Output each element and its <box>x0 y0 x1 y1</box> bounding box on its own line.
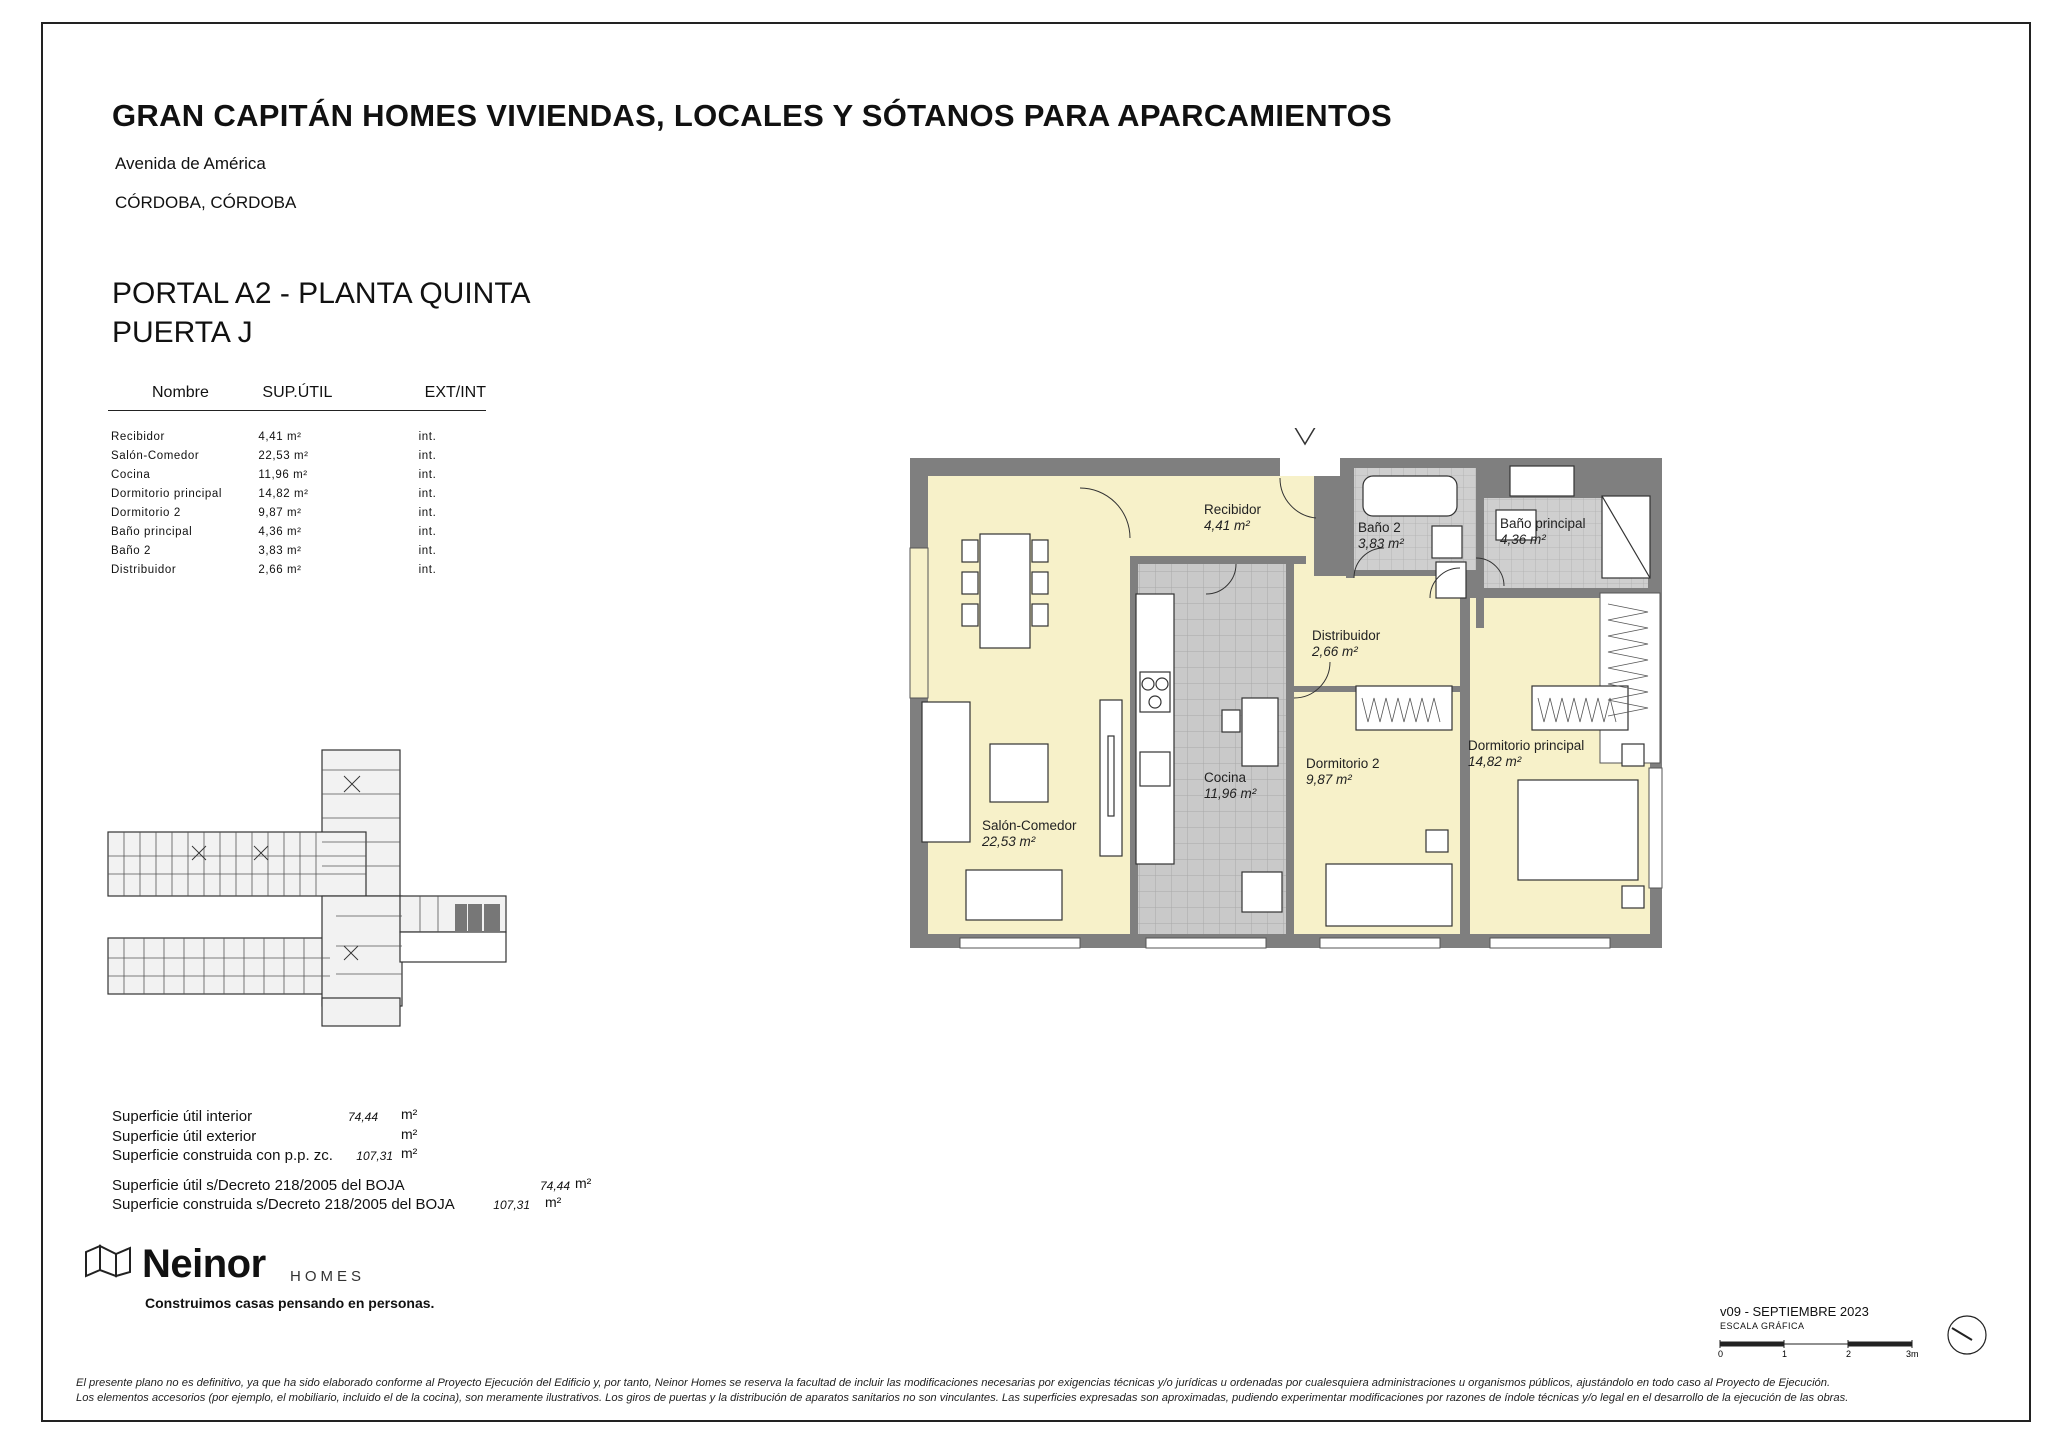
wall-cocina-top <box>1130 556 1306 564</box>
wall-bano2-left <box>1346 458 1354 578</box>
room-name: Dormitorio 2 <box>111 506 181 519</box>
washbasin-bano-2 <box>1436 562 1466 598</box>
room-type: int. <box>418 563 437 576</box>
kitchen-table <box>1242 698 1278 766</box>
neinor-logo-icon <box>84 1244 134 1278</box>
summary-unit: m² <box>401 1106 418 1122</box>
table-row <box>108 446 486 465</box>
scale-tick: 0 <box>1718 1349 1724 1358</box>
area-dormitorio-principal: 14,82 m² <box>1468 754 1522 769</box>
label-salon: Salón-Comedor <box>982 818 1077 833</box>
table-row <box>108 427 486 446</box>
wall-cocina-right <box>1286 564 1294 934</box>
room-type: int. <box>418 525 437 538</box>
floor-plan <box>900 428 1670 958</box>
washbasin-bano-principal <box>1510 466 1574 496</box>
summary-construida-value: 107,31 <box>356 1149 393 1163</box>
room-area: 9,87 m² <box>258 506 302 519</box>
summary-boja-construida-value: 107,31 <box>493 1198 530 1212</box>
address: Avenida de América <box>115 154 266 173</box>
col-header-area: SUP.ÚTIL <box>258 384 418 411</box>
fridge <box>1242 872 1282 912</box>
summary-unit: m² <box>575 1175 592 1191</box>
entry-arrow-icon <box>1293 428 1317 444</box>
wall-dorm2-right <box>1460 578 1468 934</box>
area-salon: 22,53 m² <box>982 834 1036 849</box>
summary-unit: m² <box>545 1194 562 1210</box>
area-dormitorio-2: 9,87 m² <box>1306 772 1352 787</box>
summary-construida-label: Superficie construida con p.p. zc. <box>112 1147 333 1164</box>
summary-boja-construida-label: Superficie construida s/Decreto 218/2005 del BOJA <box>112 1196 455 1213</box>
wardrobe-dorm-principal-side <box>1600 593 1660 763</box>
table-row <box>108 541 486 560</box>
label-bano-principal: Baño principal <box>1500 516 1586 531</box>
area-bano-2: 3,83 m² <box>1358 536 1404 551</box>
room-area: 4,36 m² <box>258 525 302 538</box>
room-name: Baño 2 <box>111 544 152 557</box>
label-bano-2: Baño 2 <box>1358 520 1401 535</box>
label-recibidor: Recibidor <box>1204 502 1262 517</box>
summary-util-interior-value: 74,44 <box>347 1110 378 1124</box>
city: CÓRDOBA, CÓRDOBA <box>115 193 297 212</box>
legal-disclaimer <box>76 1376 1986 1406</box>
area-cocina: 11,96 m² <box>1204 786 1257 801</box>
summary-util-interior-label: Superficie útil interior <box>112 1108 253 1125</box>
summary-unit: m² <box>401 1145 418 1161</box>
table-header-row <box>108 384 486 411</box>
scale-tick: 3m <box>1906 1349 1919 1358</box>
label-distribuidor: Distribuidor <box>1312 628 1381 643</box>
unit-door: PUERTA J <box>112 316 253 349</box>
wardrobe-dorm-principal <box>1532 686 1628 730</box>
bathtub <box>1363 476 1457 516</box>
brand-slogan: Construimos casas pensando en personas. <box>145 1295 435 1311</box>
wall-bano2-right <box>1476 458 1484 628</box>
scale-tick: 2 <box>1846 1349 1852 1358</box>
room-area: 14,82 m² <box>258 487 309 500</box>
room-area: 11,96 m² <box>258 468 308 481</box>
coffee-table <box>990 744 1048 802</box>
bed-dorm-principal <box>1518 780 1638 880</box>
area-distribuidor: 2,66 m² <box>1312 644 1358 659</box>
wardrobe-dorm-2 <box>1356 686 1452 730</box>
scale-label: ESCALA GRÁFICA <box>1720 1321 1805 1331</box>
summary-boja-util-value: 74,44 <box>539 1179 570 1193</box>
table-row <box>108 465 486 484</box>
building-key-plan <box>104 746 514 1028</box>
bed-dorm-2 <box>1326 864 1452 926</box>
label-cocina: Cocina <box>1204 770 1247 785</box>
col-header-type: EXT/INT <box>419 384 486 411</box>
brand-suffix: HOMES <box>290 1268 366 1285</box>
room-name: Baño principal <box>111 525 193 538</box>
room-name: Distribuidor <box>111 563 177 576</box>
scale-tick: 1 <box>1782 1349 1788 1358</box>
room-type: int. <box>418 487 437 500</box>
room-type: int. <box>418 506 437 519</box>
dining-table <box>980 534 1030 648</box>
col-header-name: Nombre <box>108 384 258 411</box>
room-type: int. <box>418 544 437 557</box>
area-recibidor: 4,41 m² <box>1204 518 1250 533</box>
sink <box>1140 752 1170 786</box>
disclaimer-line-2: Los elementos accesorios (por ejemplo, el mobiliario, incluido el de la cocina), son meramente ilustrativos. Los giros de puertas y la distribución de aparatos sanitarios no son vinculantes. Las superficies expresadas son aproximadas, pudiendo experimentar modificaciones por razones de índole técnicas y/o legal en el desarrollo de la ejecución de las obras. <box>76 1392 1849 1404</box>
room-area: 3,83 m² <box>258 544 302 557</box>
room-name: Recibidor <box>111 430 165 443</box>
graphic-scale <box>1716 1336 1926 1358</box>
north-arrow-icon <box>1946 1314 1988 1356</box>
room-area: 4,41 m² <box>258 430 302 443</box>
kitchen-counter <box>1136 594 1174 864</box>
summary-boja-util-label: Superficie útil s/Decreto 218/2005 del BOJA <box>112 1177 405 1194</box>
room-area: 22,53 m² <box>258 449 309 462</box>
room-type: int. <box>418 430 437 443</box>
summary-unit: m² <box>401 1126 418 1142</box>
entry-door-gap <box>1280 454 1340 476</box>
armchair <box>966 870 1062 920</box>
disclaimer-line-1: El presente plano no es definitivo, ya que ha sido elaborado conforme al Proyecto Ejecución del Edificio y, por tanto, Neinor Homes se reserva la facultad de incluir las modificaciones necesarias por exigencias técnicas y/o jurídicas u ordenadas por cualesquiera administraciones u organismos públicos, ajustándolo en todo caso al Proyecto de Ejecución. <box>76 1377 1831 1389</box>
room-type: int. <box>418 449 437 462</box>
rooms-table <box>108 384 486 579</box>
brand-name: Neinor <box>142 1242 266 1286</box>
summary-util-exterior-label: Superficie útil exterior <box>112 1128 257 1145</box>
area-bano-principal: 4,36 m² <box>1500 532 1546 547</box>
table-row <box>108 522 486 541</box>
table-row <box>108 484 486 503</box>
sofa <box>922 702 970 842</box>
room-name: Dormitorio principal <box>111 487 223 500</box>
table-row <box>108 503 486 522</box>
table-row <box>108 560 486 579</box>
toilet-bano-2 <box>1432 526 1462 558</box>
label-dormitorio-2: Dormitorio 2 <box>1306 756 1380 771</box>
project-title: GRAN CAPITÁN HOMES VIVIENDAS, LOCALES Y SÓTANOS PARA APARCAMIENTOS <box>112 98 1393 133</box>
room-type: int. <box>418 468 437 481</box>
room-name: Cocina <box>111 468 151 481</box>
room-area: 2,66 m² <box>258 563 302 576</box>
version-label: v09 - SEPTIEMBRE 2023 <box>1720 1304 1869 1319</box>
label-dormitorio-principal: Dormitorio principal <box>1468 738 1585 753</box>
room-name: Salón-Comedor <box>111 449 200 462</box>
unit-portal-floor: PORTAL A2 - PLANTA QUINTA <box>112 277 531 310</box>
